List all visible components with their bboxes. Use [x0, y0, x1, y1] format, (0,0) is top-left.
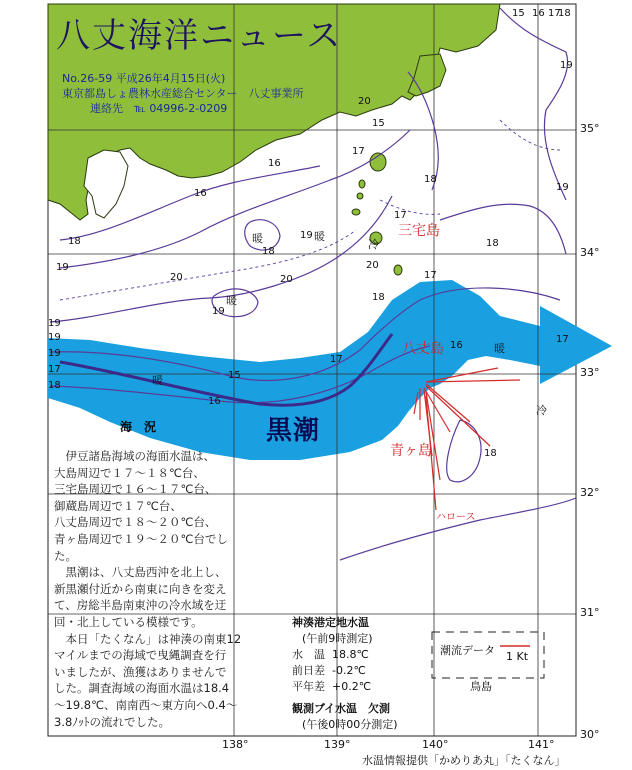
commentary-line: 青ヶ島周辺で１９～２０℃台でし	[54, 532, 228, 546]
lat-label: 33°	[580, 366, 600, 379]
water-mass-mark: 暖	[152, 374, 163, 387]
kaminato-row	[292, 662, 366, 678]
buoy-subheading: (午後0時00分測定)	[302, 718, 398, 731]
commentary-line: た。	[54, 548, 77, 563]
data-credit: 水温情報提供「かめりあ丸」「たくなん」	[362, 754, 566, 767]
kaminato-heading: 神湊港定地水温	[292, 616, 369, 629]
lon-label: 138°	[222, 738, 249, 751]
water-mass-mark: 暖	[494, 342, 505, 355]
organization: 東京都島しょ農林水産総合センター 八丈事業所	[62, 87, 304, 100]
commentary-line: 三宅島周辺で１６～１７℃台、	[54, 482, 217, 497]
isotherm-value: 15	[512, 8, 525, 19]
kaminato-subheading: (午前9時測定)	[302, 632, 373, 645]
label-hachijo: 八丈島	[402, 341, 444, 357]
commentary-line: 伊豆諸島海域の海面水温は、	[54, 449, 215, 463]
kaminato-row	[292, 678, 371, 694]
isotherm-value: 17	[330, 354, 343, 365]
lat-label: 30°	[580, 728, 600, 741]
kaminato-label: 平年差	[292, 680, 325, 693]
isotherm-value: 18	[48, 380, 61, 391]
isotherm-value: 19	[560, 60, 573, 71]
isotherm-value: 17	[48, 364, 61, 375]
isotherm-value: 19	[556, 182, 569, 193]
commentary-line: マイルまでの海域で曳縄調査を行	[54, 648, 227, 663]
isotherm-value: 18	[372, 292, 385, 303]
water-mass-mark: 冷	[536, 404, 547, 417]
isotherm-value: 15	[228, 370, 241, 381]
issue-number: No.26-59	[62, 72, 113, 85]
isotherm-value: 20	[366, 260, 379, 271]
isotherm-value: 20	[358, 96, 371, 107]
commentary-line: した。調査海域の海面水温は18.4	[54, 681, 230, 696]
isotherm-value: 19	[212, 306, 225, 317]
issue-date: 平成26年4月15日(火)	[115, 72, 226, 85]
commentary-line: ～19.8℃、南南西～東方向へ0.4～	[54, 698, 238, 712]
label-miyake: 三宅島	[398, 223, 440, 239]
isotherm-value: 17	[556, 334, 569, 345]
label-torishima: 鳥島	[470, 680, 492, 693]
commentary-line: 新黒瀬付近から南東に向きを変え	[54, 581, 227, 596]
legend-scale: 1 Kt	[506, 650, 529, 663]
commentary-line: いましたが、漁獲はありませんで	[54, 664, 227, 679]
commentary-heading: 海 況	[120, 420, 157, 434]
isotherm-value: 18	[424, 174, 437, 185]
kaminato-value: 18.8℃	[332, 648, 369, 661]
label-aogashima: 青ヶ島	[390, 443, 432, 459]
isotherm-value: 17	[548, 8, 561, 19]
isotherm-value: 17	[394, 210, 407, 221]
isotherm-value: 19	[300, 230, 313, 241]
isotherm-value: 18	[558, 8, 571, 19]
commentary-line: 3.8ﾉｯﾄの流れでした。	[54, 714, 171, 729]
isotherm-value: 18	[262, 246, 275, 257]
isotherm-value: 16	[268, 158, 281, 169]
isotherm-value: 18	[486, 238, 499, 249]
isotherm-value: 18	[68, 236, 81, 247]
commentary-line: 本日「たくなん」は神湊の南東12	[54, 631, 242, 646]
water-mass-mark: 暖	[226, 294, 237, 307]
page-title: 八丈海洋ニュース	[56, 16, 343, 56]
isotherm-value: 15	[372, 118, 385, 129]
isotherm-value: 16	[194, 188, 207, 199]
isotherm-value: 16	[450, 340, 463, 351]
kaminato-value: +0.2℃	[332, 680, 372, 693]
lat-label: 34°	[580, 246, 600, 259]
isotherm-value: 19	[56, 262, 69, 273]
commentary-line: 御蔵島周辺で１７℃台、	[54, 498, 182, 513]
issue-line	[62, 70, 225, 86]
kaminato-label: 水 温	[292, 648, 325, 661]
lon-label: 139°	[324, 738, 351, 751]
kaminato-label: 前日差	[292, 664, 325, 677]
isotherm-value: 19	[48, 348, 61, 359]
lat-label: 35°	[580, 122, 600, 135]
commentary-line: て、房総半島南東沖の冷水域を迂	[54, 598, 227, 613]
kaminato-value: -0.2℃	[332, 664, 366, 677]
isotherm-value: 20	[280, 274, 293, 285]
buoy-heading: 観測ブイ水温 欠測	[292, 702, 391, 715]
isotherm-value: 19	[48, 332, 61, 343]
isotherm-value: 18	[484, 448, 497, 459]
lon-label: 140°	[422, 738, 449, 751]
contact: 連絡先 ℡ 04996-2-0209	[90, 102, 228, 115]
commentary-line: 八丈島周辺で１８～２０℃台、	[54, 515, 217, 530]
commentary-line: 大島周辺で１７～１８℃台、	[54, 465, 205, 480]
kaminato-row	[292, 646, 369, 662]
lon-label: 141°	[528, 738, 555, 751]
isotherm-value: 16	[532, 8, 545, 19]
lat-label: 32°	[580, 486, 600, 499]
isotherm-value: 20	[170, 272, 183, 283]
kuroshio-label: 黒潮	[266, 416, 321, 446]
water-mass-mark: 暖	[252, 232, 263, 245]
isotherm-value: 17	[352, 146, 365, 157]
water-mass-mark: 冷	[368, 238, 379, 251]
water-mass-mark: 暖	[314, 230, 325, 243]
lat-label: 31°	[580, 606, 600, 619]
isotherm-value: 16	[208, 396, 221, 407]
commentary-line: 回・北上している模様です。	[54, 615, 203, 629]
isotherm-value: 17	[424, 270, 437, 281]
legend-title: 潮流データ	[440, 644, 495, 657]
isotherm-value: 19	[48, 318, 61, 329]
commentary-line: 黒潮は、八丈島西沖を北上し、	[54, 565, 227, 580]
label-halo: ハロース	[436, 512, 476, 523]
